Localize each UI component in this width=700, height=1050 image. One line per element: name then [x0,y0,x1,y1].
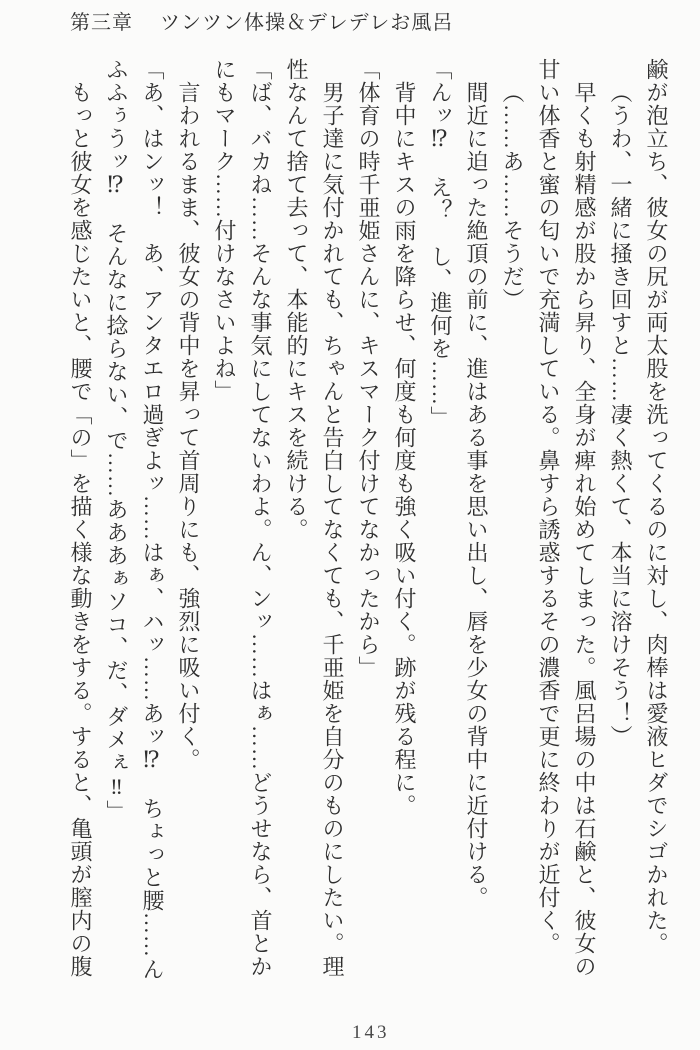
text-line: 「ば、バカね……そんな事気にしてないわよ。ん、ンッ……はぁ……どうせなら、首とか [248,58,273,978]
text-line: ふふぅうッ⁉ そんなに捻らない、で……あああぁソコ、だ、ダメぇ‼」 [104,58,129,823]
text-line: 鹸が泡立ち、彼女の尻が両太股を洗ってくるのに対し、肉棒は愛液ヒダでシゴかれた。 [644,58,669,955]
text-line: （……あ……そうだ） [500,81,525,311]
chapter-number: 第三章 [70,12,133,34]
text-line: 背中にキスの雨を降らせ、何度も何度も強く吸い付く。跡が残る程に。 [392,81,417,817]
page-number: 143 [352,1022,390,1043]
text-line: 性なんて捨て去って、本能的にキスを続ける。 [284,58,309,541]
text-line: 早くも射精感が股から昇り、全身が痺れ始めてしまった。風呂場の中は石鹸と、彼女の [572,81,597,978]
text-line: 間近に迫った絶頂の前に、進はある事を思い出し、唇を少女の背中に近付ける。 [464,81,489,909]
text-line: 男子達に気付かれても、ちゃんと告白してなくても、千亜姫を自分のものにしたい。理 [320,81,345,978]
text-line: 甘い体香と蜜の匂いで充満している。鼻すら誘惑するその濃香で更に終わりが近付く。 [536,58,561,955]
body-text [62,58,674,981]
text-line: 「体育の時千亜姫さんに、キスマーク付けてなかったから」 [356,58,381,679]
text-line: （うわ、一緒に掻き回すと……凄く熱くて、本当に溶けそう！） [608,81,633,748]
chapter-title: ツンツン体操＆デレデレお風呂 [160,12,454,34]
text-line: 言われるまま、彼女の背中を昇って首周りにも、強烈に吸い付く。 [176,81,201,771]
text-line: 「んッ⁉ え？ し、進何を……」 [428,58,453,429]
running-head [70,6,453,35]
text-line: にもマーク……付けなさいよね」 [212,58,237,403]
text-line: もっと彼女を感じたいと、腰で「の」を描く様な動きをする。すると、亀頭が膣内の腹 [68,81,93,978]
text-line: 「あ、はンッ！ あ、アンタエロ過ぎよッ……はぁ、ハッ……あッ⁉ ちょっと腰……ん [140,58,165,981]
